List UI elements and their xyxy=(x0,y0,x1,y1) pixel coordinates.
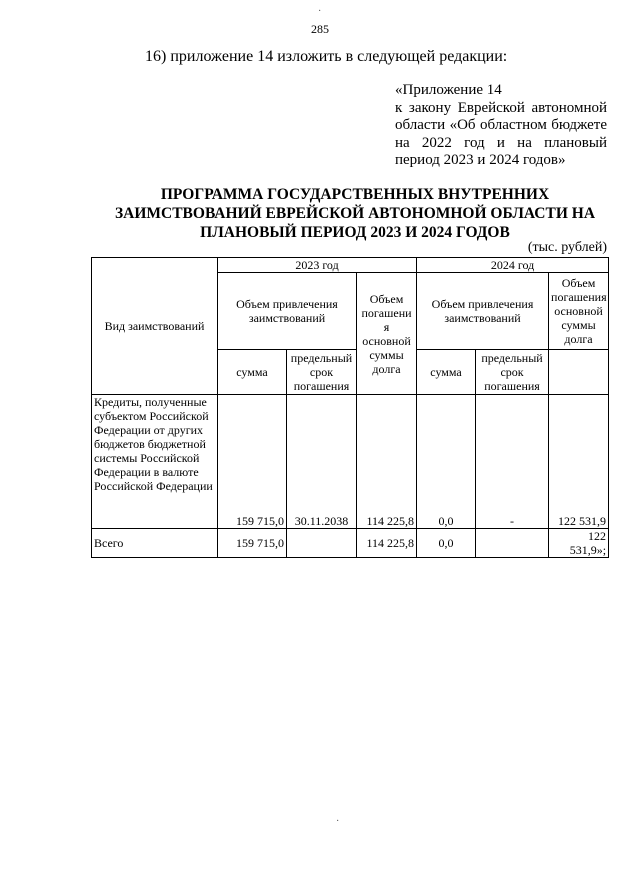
header-repay-2024: Объем погашения основной суммы долга xyxy=(549,273,609,350)
appendix-line-3: области «Об областном бюджете xyxy=(395,117,607,133)
title-line-2: ЗАИМСТВОВАНИЙ ЕВРЕЙСКОЙ АВТОНОМНОЙ ОБЛАСТИ НА xyxy=(114,205,596,222)
header-attract-2024: Объем привлечения заимствований xyxy=(417,273,549,350)
header-attract-2023: Объем привлечения заимствований xyxy=(218,273,357,350)
page-number: 285 xyxy=(311,22,329,36)
appendix-line-5: период 2023 и 2024 годов» xyxy=(395,152,566,168)
total-kind: Всего xyxy=(92,529,218,558)
total-repay-2023: 114 225,8 xyxy=(357,529,417,558)
table-row-total xyxy=(92,529,609,558)
scan-dot: · xyxy=(336,816,340,827)
appendix-line-1: «Приложение 14 xyxy=(395,82,502,98)
header-year-2023: 2023 год xyxy=(218,258,417,273)
total-sum-2023: 159 715,0 xyxy=(218,529,287,558)
appendix-line-4: на 2022 год и на плановый xyxy=(395,134,607,151)
appendix-line-2: к закону Еврейской автономной xyxy=(395,99,607,116)
table-row xyxy=(92,395,609,529)
row-kind: Кредиты, полученные субъектом Российской Федерации от других бюджетов бюджетной системы Российской Федерации в валюте Российской Федерации xyxy=(92,395,218,529)
row-term-2023: 30.11.2038 xyxy=(287,395,357,529)
row-sum-2023: 159 715,0 xyxy=(218,395,287,529)
header-repay-2024-blank xyxy=(549,350,609,395)
scan-dot: · xyxy=(318,6,322,17)
row-repay-2024: 122 531,9 xyxy=(549,395,609,529)
header-kind: Вид заимствований xyxy=(92,258,218,395)
row-repay-2023: 114 225,8 xyxy=(357,395,417,529)
header-year-2024: 2024 год xyxy=(417,258,609,273)
total-term-2024 xyxy=(476,529,549,558)
appendix-header xyxy=(395,82,607,170)
header-term-2023: предельный срок погашения xyxy=(287,350,357,395)
header-sum-2024: сумма xyxy=(417,350,476,395)
total-term-2023 xyxy=(287,529,357,558)
borrowing-table xyxy=(91,257,609,558)
document-title xyxy=(95,185,615,242)
row-sum-2024: 0,0 xyxy=(417,395,476,529)
header-repay-2023: Объем погашени я основной суммы долга xyxy=(357,273,417,395)
title-line-1: ПРОГРАММА ГОСУДАРСТВЕННЫХ ВНУТРЕННИХ xyxy=(160,186,550,203)
total-repay-2024: 122 531,9»; xyxy=(549,529,609,558)
intro-text: 16) приложение 14 изложить в следующей редакции: xyxy=(145,48,508,65)
header-sum-2023: сумма xyxy=(218,350,287,395)
total-sum-2024: 0,0 xyxy=(417,529,476,558)
row-term-2024: - xyxy=(476,395,549,529)
unit-label: (тыс. рублей) xyxy=(527,240,607,255)
title-line-3: ПЛАНОВЫЙ ПЕРИОД 2023 И 2024 ГОДОВ xyxy=(200,224,510,241)
header-term-2024: предельный срок погашения xyxy=(476,350,549,395)
